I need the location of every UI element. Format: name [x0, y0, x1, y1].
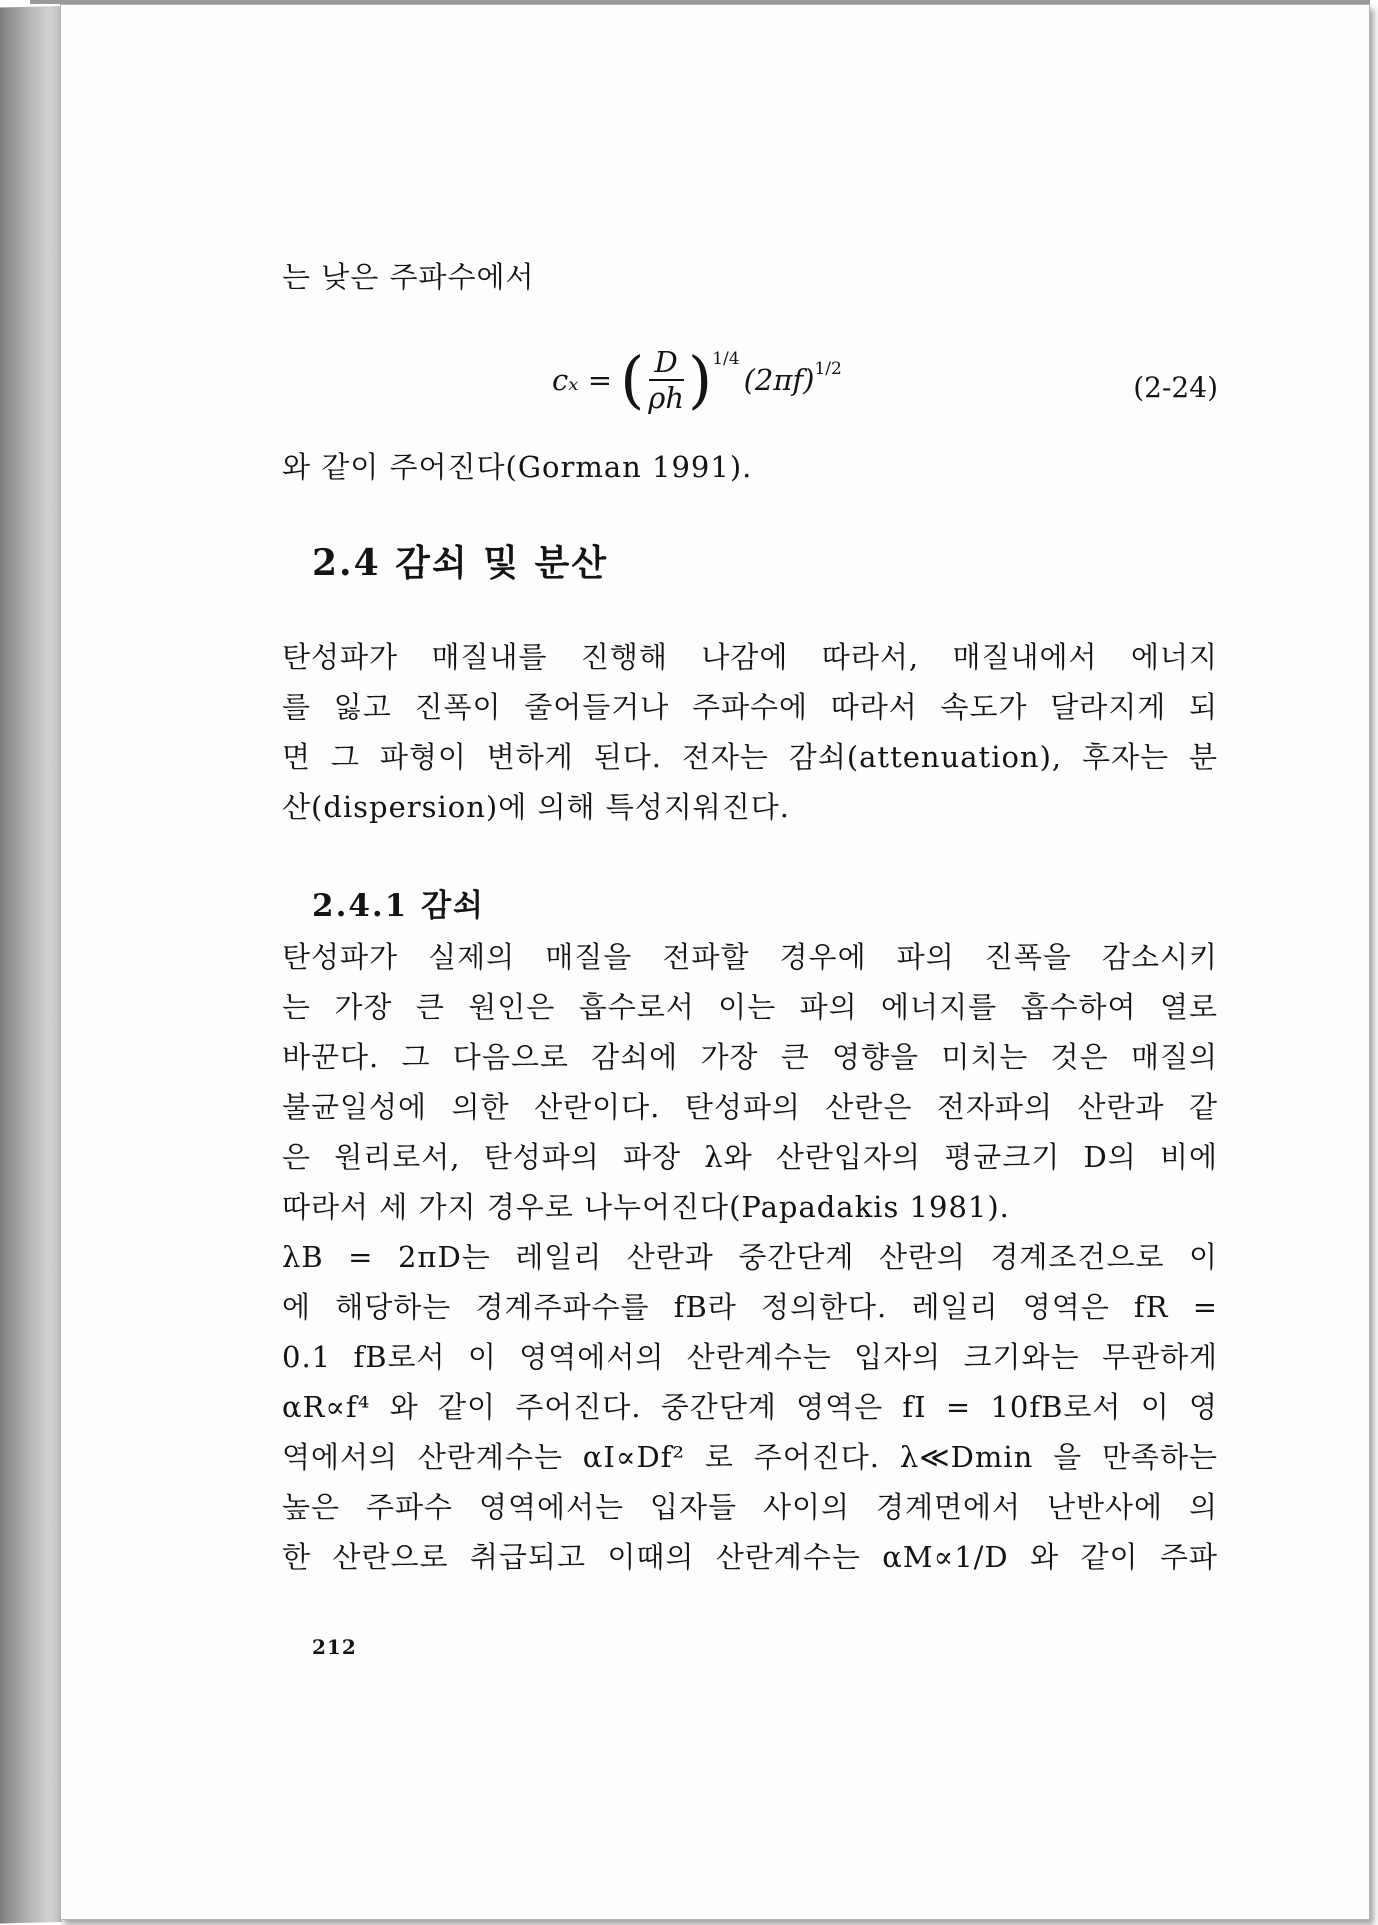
- text-line: 따라서 세 가지 경우로 나누어진다(Papadakis 1981).: [282, 1190, 1010, 1224]
- text-line: λB = 2πD는 레일리 산란과 중간단계 산란의 경계조건으로 이: [282, 1240, 1218, 1274]
- text-line: 한 산란으로 취급되고 이때의 산란계수는 αM∝1/D 와 같이 주파: [282, 1540, 1218, 1574]
- text-line: 를 잃고 진폭이 줄어들거나 주파수에 따라서 속도가 달라지게 되: [282, 690, 1218, 724]
- subsection-heading: 2.4.1 감쇠: [312, 888, 485, 924]
- section-heading: 2.4 감쇠 및 분산: [312, 542, 609, 584]
- text-line: 와 같이 주어진다(Gorman 1991).: [282, 450, 753, 484]
- text-line: 는 가장 큰 원인은 흡수로서 이는 파의 에너지를 흡수하여 열로: [282, 990, 1218, 1024]
- left-paren-icon: (: [620, 343, 645, 416]
- equation-lhs: cₓ =: [552, 363, 613, 397]
- text-line: 탄성파가 실제의 매질을 전파할 경우에 파의 진폭을 감소시키: [282, 940, 1218, 974]
- equation-body: [552, 345, 842, 415]
- book-spine: [0, 6, 62, 1924]
- equation-factor: (2πf): [743, 363, 815, 397]
- fraction-denominator: ρh: [648, 381, 684, 415]
- exponent-half: 1/2: [814, 359, 842, 379]
- text-line: 은 원리로서, 탄성파의 파장 λ와 산란입자의 평균크기 D의 비에: [282, 1140, 1218, 1174]
- text-line: 역에서의 산란계수는 αI∝Df² 로 주어진다. λ≪Dmin 을 만족하는: [282, 1440, 1218, 1474]
- page-number: 212: [312, 1635, 357, 1659]
- fraction: [648, 345, 684, 415]
- text-line: αR∝f⁴ 와 같이 주어진다. 중간단계 영역은 fI = 10fB로서 이 영: [282, 1390, 1218, 1424]
- equation-number: (2-24): [1133, 371, 1218, 404]
- text-line: 는 낮은 주파수에서: [282, 260, 535, 294]
- exponent-quarter: 1/4: [712, 349, 740, 369]
- text-line: 에 해당하는 경계주파수를 fB라 정의한다. 레일리 영역은 fR =: [282, 1290, 1218, 1324]
- text-line: 0.1 fB로서 이 영역에서의 산란계수는 입자의 크기와는 무관하게: [282, 1340, 1218, 1374]
- fraction-numerator: D: [649, 345, 684, 381]
- text-line: 면 그 파형이 변하게 된다. 전자는 감쇠(attenuation), 후자는 분: [282, 740, 1218, 774]
- text-line: 산(dispersion)에 의해 특성지워진다.: [282, 790, 791, 824]
- text-line: 탄성파가 매질내를 진행해 나감에 따라서, 매질내에서 에너지: [282, 640, 1218, 674]
- equation-2-24: [282, 335, 1218, 425]
- right-paren-icon: ): [688, 343, 713, 416]
- text-line: 불균일성에 의한 산란이다. 탄성파의 산란은 전자파의 산란과 같: [282, 1090, 1218, 1124]
- text-line: 높은 주파수 영역에서는 입자들 사이의 경계면에서 난반사에 의: [282, 1490, 1218, 1524]
- text-line: 바꾼다. 그 다음으로 감쇠에 가장 큰 영향을 미치는 것은 매질의: [282, 1040, 1218, 1074]
